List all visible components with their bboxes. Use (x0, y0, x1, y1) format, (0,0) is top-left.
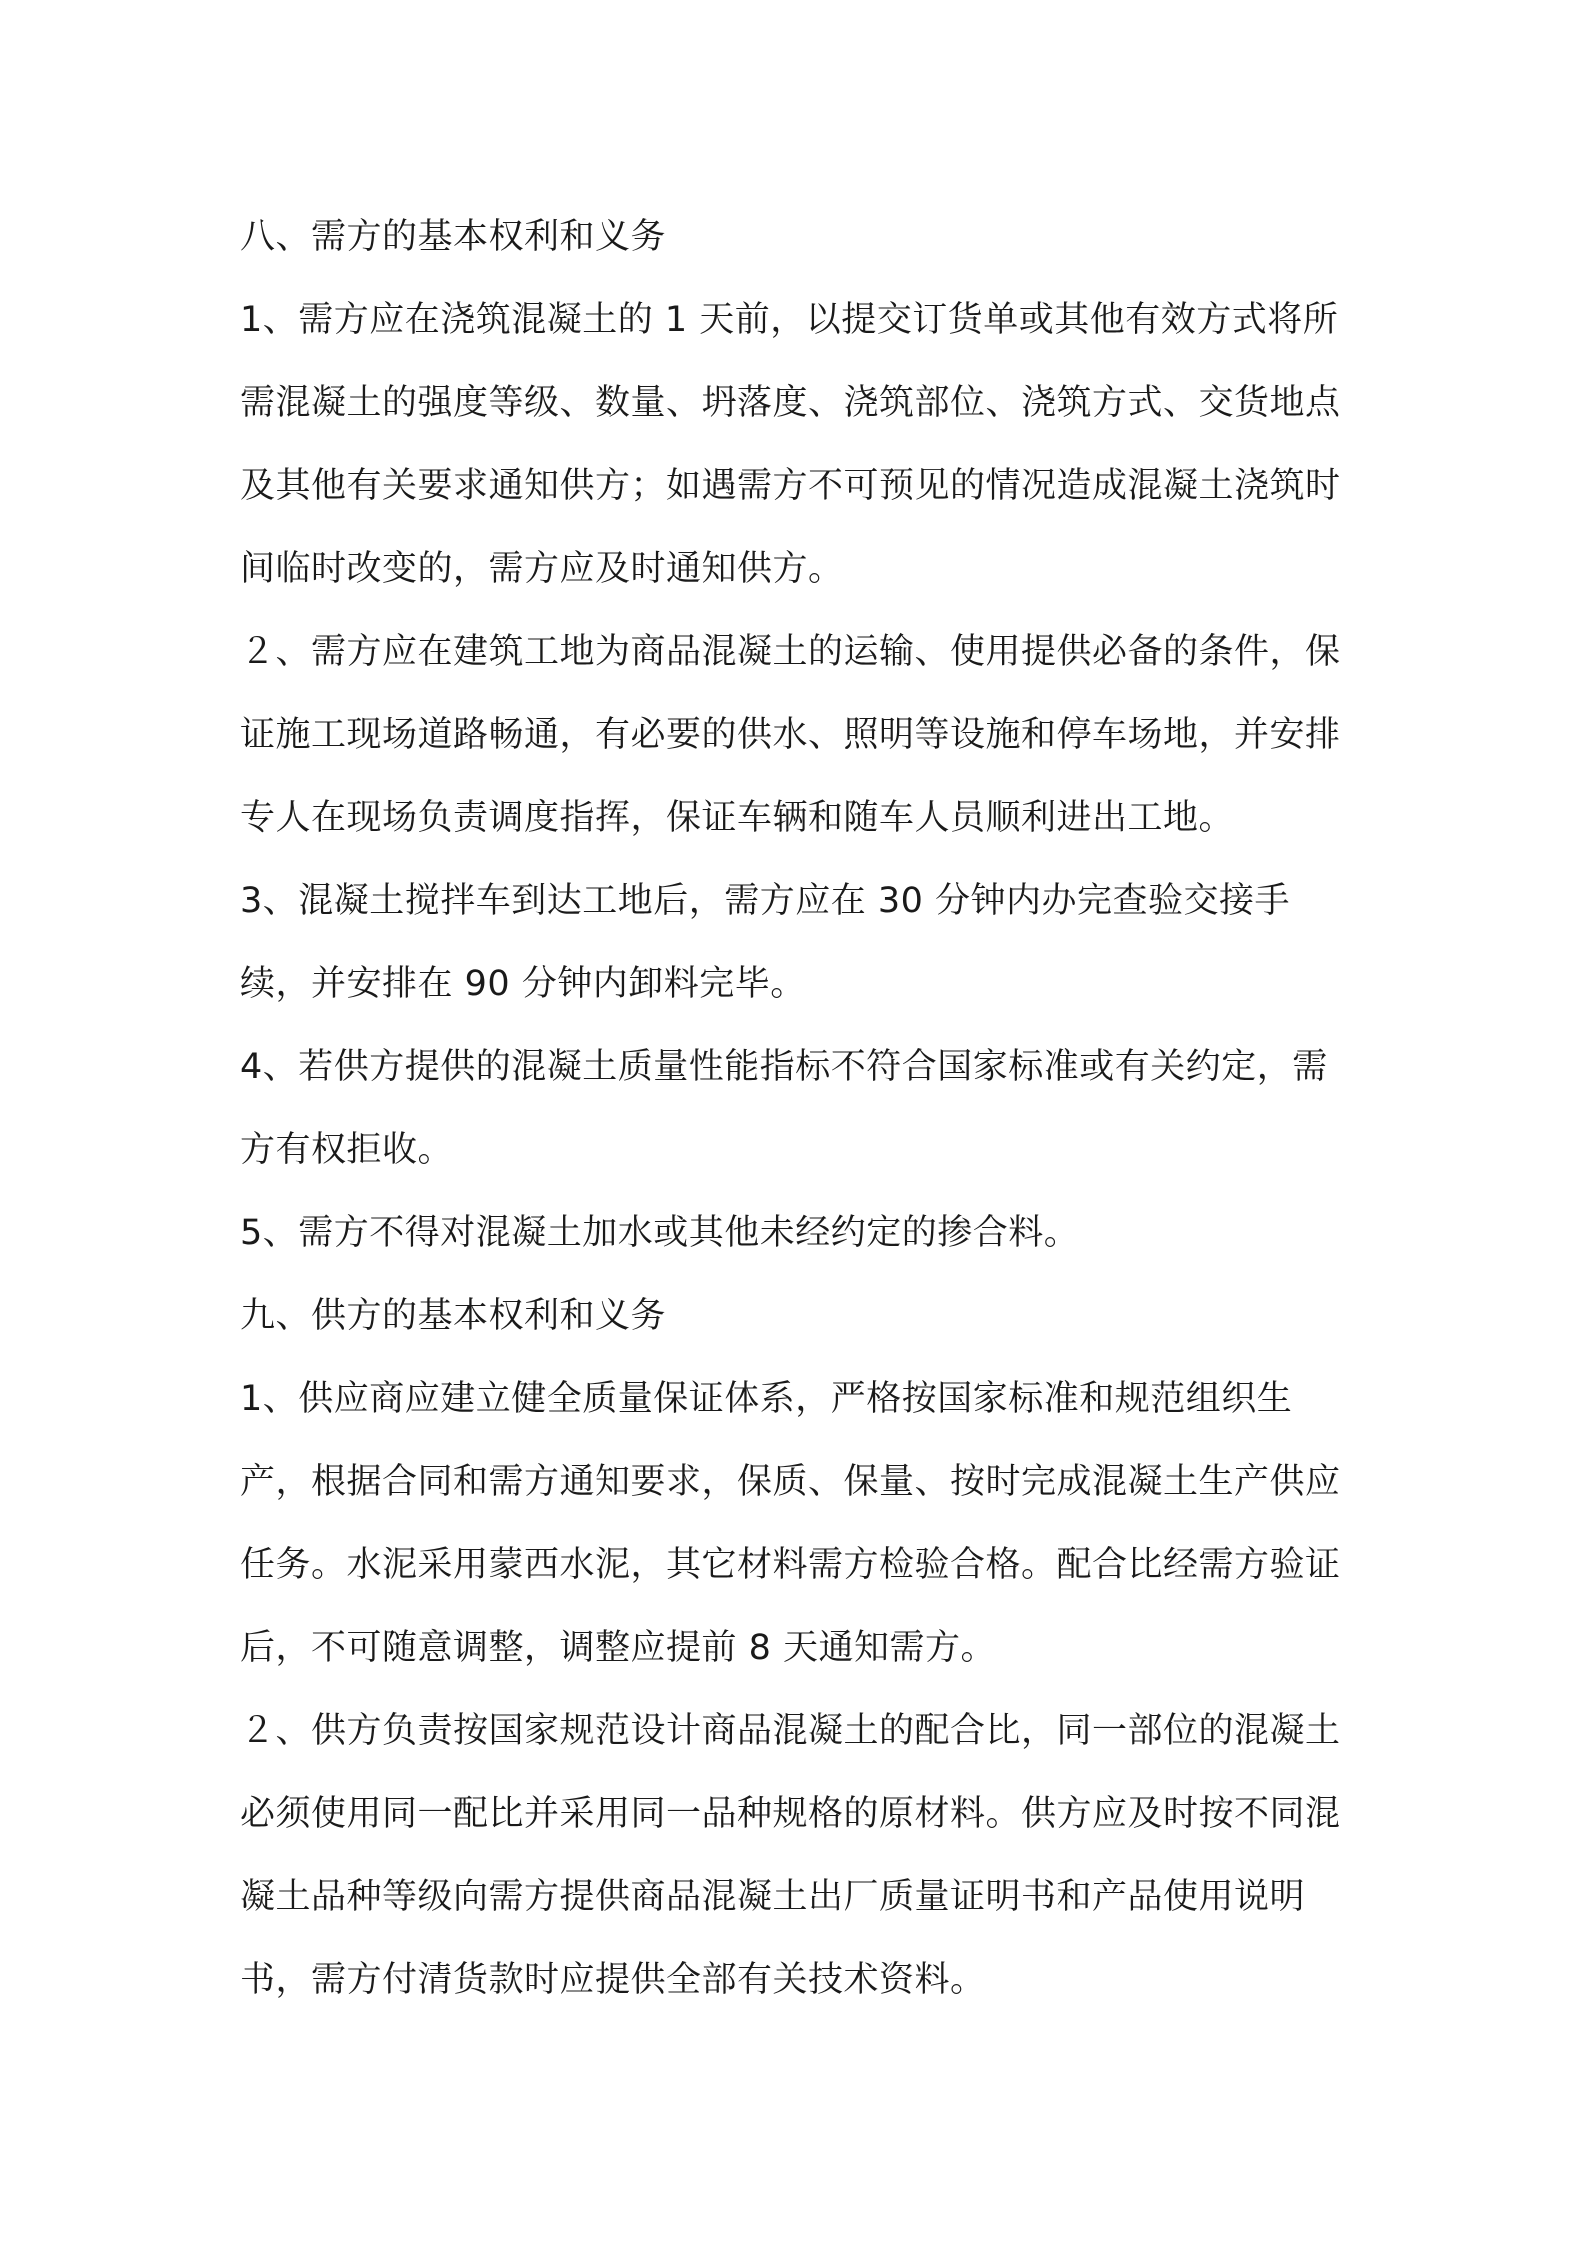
section-8-item-4: 4、若供方提供的混凝土质量性能指标不符合国家标准或有关约定，需方有权拒收。 (240, 1047, 1328, 1170)
section-8-heading: 八、需方的基本权利和义务 (240, 217, 667, 257)
section-9-heading: 九、供方的基本权利和义务 (240, 1296, 667, 1336)
section-9-item-2: ２、供方负责按国家规范设计商品混凝土的配合比，同一部位的混凝土必须使用同一配比并采用同一品种规格的原材料。供方应及时按不同混凝土品种等级向需方提供商品混凝土出厂质量证明书和产品使用说明书，需方付清货款时应提供全部有关技术资料。 (240, 1711, 1341, 2000)
section-9-item-1: 1、供应商应建立健全质量保证体系，严格按国家标准和规范组织生产，根据合同和需方通知要求，保质、保量、按时完成混凝土生产供应任务。水泥采用蒙西水泥，其它材料需方检验合格。配合比经需方验证后，不可随意调整，调整应提前 8 天通知需方。 (240, 1379, 1341, 1668)
section-8-item-1: 1、需方应在浇筑混凝土的 1 天前，以提交订货单或其他有效方式将所需混凝土的强度等级、数量、坍落度、浇筑部位、浇筑方式、交货地点及其他有关要求通知供方；如遇需方不可预见的情况造成混凝土浇筑时间临时改变的，需方应及时通知供方。 (240, 300, 1341, 589)
document-body (240, 196, 1355, 2022)
section-8-item-2: ２、需方应在建筑工地为商品混凝土的运输、使用提供必备的条件，保证施工现场道路畅通，有必要的供水、照明等设施和停车场地，并安排专人在现场负责调度指挥，保证车辆和随车人员顺利进出工地。 (240, 632, 1341, 838)
section-8-item-5: 5、需方不得对混凝土加水或其他未经约定的掺合料。 (240, 1213, 1080, 1253)
section-8-item-3: 3、混凝土搅拌车到达工地后，需方应在 30 分钟内办完查验交接手续，并安排在 90 分钟内卸料完毕。 (240, 881, 1291, 1004)
